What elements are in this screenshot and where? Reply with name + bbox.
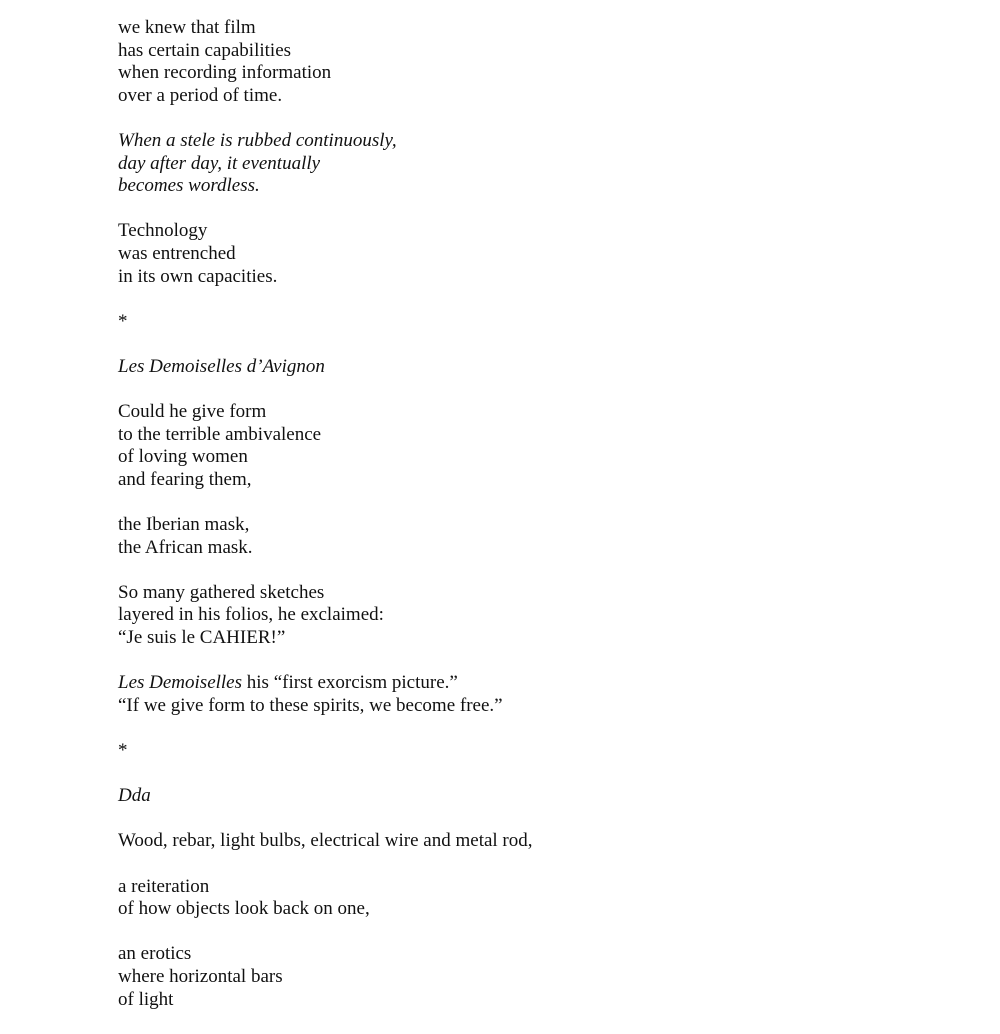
section-title — [118, 785, 978, 808]
poem-line: to the terrible ambivalence — [118, 423, 322, 445]
poem-line: we knew that film — [118, 17, 256, 38]
poem-line: When a stele is rubbed continuously, — [118, 129, 397, 151]
poem-line: becomes wordless. — [118, 175, 260, 197]
poem-line: Wood, rebar, light bulbs, electrical wire and metal rod, — [118, 830, 533, 852]
poem-line: a reiteration — [118, 875, 210, 897]
poem-line: “If we give form to these spirits, we become free.” — [118, 694, 503, 716]
poem-line: where horizontal bars — [118, 965, 283, 987]
stanza-ambivalence — [118, 401, 978, 491]
asterisk-separator: * — [118, 310, 128, 332]
poem-line: the African mask. — [118, 536, 253, 558]
poem-line: Technology — [118, 220, 208, 242]
poem-line: an erotics — [118, 943, 192, 965]
stanza-masks — [118, 514, 978, 559]
poem-line: of light — [118, 988, 174, 1010]
section-title — [118, 356, 978, 379]
stanza-materials — [118, 830, 978, 853]
italic-title-inline: Les Demoiselles — [118, 672, 243, 694]
poem-line: of how objects look back on one, — [118, 898, 370, 920]
stanza-stele — [118, 130, 978, 198]
poem-line: and fearing them, — [118, 468, 252, 490]
poem-line: So many gathered sketches — [118, 581, 325, 603]
poem-line: day after day, it eventually — [118, 152, 321, 174]
poem-page — [118, 17, 978, 1034]
stanza-technology — [118, 220, 978, 288]
poem-line — [118, 672, 978, 695]
poem-line: the Iberian mask, — [118, 514, 250, 536]
section-title-demoiselles: Les Demoiselles d’Avignon — [118, 355, 325, 377]
stanza-exorcism — [118, 672, 978, 717]
section-title-dda: Dda — [118, 785, 151, 807]
stanza-film — [118, 17, 978, 107]
poem-line: was entrenched — [118, 242, 236, 264]
section-separator — [118, 740, 978, 763]
poem-line: “Je suis le CAHIER!” — [118, 627, 286, 649]
stanza-reiteration — [118, 876, 978, 921]
poem-line: of loving women — [118, 446, 248, 468]
stanza-erotics — [118, 943, 978, 1011]
poem-line-rest: his “first exorcism picture.” — [242, 672, 458, 694]
poem-line: over a period of time. — [118, 84, 283, 106]
poem-line: layered in his folios, he exclaimed: — [118, 604, 384, 626]
stanza-sketches — [118, 582, 978, 650]
poem-line: in its own capacities. — [118, 265, 278, 287]
section-separator — [118, 311, 978, 334]
poem-line: when recording information — [118, 62, 332, 84]
poem-line: Could he give form — [118, 401, 267, 423]
poem-line: has certain capabilities — [118, 39, 292, 61]
asterisk-separator: * — [118, 740, 128, 761]
